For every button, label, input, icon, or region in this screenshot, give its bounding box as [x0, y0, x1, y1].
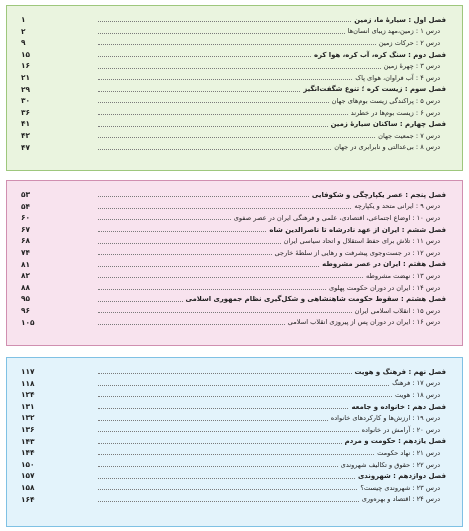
page-number: ۱۵	[21, 49, 31, 59]
lesson-row[interactable]	[21, 282, 446, 294]
dot-leader	[98, 443, 342, 444]
lesson-row[interactable]	[21, 142, 446, 154]
chapter-row[interactable]	[21, 14, 446, 26]
dot-leader	[98, 431, 359, 432]
dot-leader	[98, 312, 352, 313]
chapter-row[interactable]	[21, 118, 446, 130]
lesson-row[interactable]	[21, 247, 446, 259]
dot-leader	[98, 79, 352, 80]
lesson-title: درس ۶ : زیست بوم‌ها در خطرند	[350, 108, 440, 117]
dot-leader	[98, 196, 309, 197]
dot-leader	[98, 266, 319, 267]
section-box-2	[6, 180, 463, 346]
dot-leader	[98, 466, 338, 467]
lesson-title: درس ۲ : حرکات زمین	[378, 38, 440, 47]
page-number: ۱۱۸	[21, 378, 35, 388]
lesson-title: درس ۱۷ : فرهنگ	[392, 379, 440, 388]
dot-leader	[98, 420, 328, 421]
lesson-row[interactable]	[21, 107, 446, 119]
page-number: ۲۹	[21, 84, 31, 94]
dot-leader	[98, 489, 357, 490]
lesson-title: درس ۴ : آب فراوان، هوای پاک	[355, 73, 440, 82]
chapter-row[interactable]	[21, 401, 446, 413]
chapter-row[interactable]	[21, 366, 446, 378]
dot-leader	[98, 454, 374, 455]
lesson-row[interactable]	[21, 412, 446, 424]
chapter-row[interactable]	[21, 49, 446, 61]
chapter-title: فصل هفتم : ایران در عصر مشروطه	[322, 260, 446, 269]
lesson-row[interactable]	[21, 317, 446, 329]
lesson-title: درس ۱۲ : در جست‌وجوی پیشرفت و رهایی از سلطهٔ خارجی	[274, 248, 440, 257]
page-number: ۱	[21, 15, 26, 24]
toc-list	[21, 14, 446, 153]
lesson-row[interactable]	[21, 201, 446, 213]
dot-leader	[98, 91, 300, 92]
lesson-title: درس ۲۴ : اقتصاد و بهره‌وری	[361, 495, 440, 504]
lesson-row[interactable]	[21, 235, 446, 247]
lesson-row[interactable]	[21, 37, 446, 49]
dot-leader	[98, 21, 351, 22]
chapter-title: فصل اول : سیارهٔ ما، زمین	[354, 15, 446, 24]
chapter-row[interactable]	[21, 259, 446, 271]
page-number: ۱۳۲	[21, 413, 35, 423]
dot-leader	[98, 68, 381, 69]
dot-leader	[98, 478, 355, 479]
lesson-title: درس ۹ : ایرانی متحد و یکپارچه	[354, 202, 440, 211]
lesson-title: درس ۸ : بی‌عدالتی و نابرابری در جهان	[334, 143, 440, 152]
page-number: ۱۳۶	[21, 424, 35, 434]
page-number: ۶۰	[21, 213, 31, 223]
page-number: ۱۴۴	[21, 448, 35, 458]
chapter-row[interactable]	[21, 84, 446, 96]
page-number: ۶۷	[21, 224, 31, 234]
chapter-title: فصل نهم : فرهنگ و هویت	[354, 367, 446, 376]
page-number: ۳۰	[21, 96, 31, 106]
page-number: ۴۱	[21, 119, 31, 129]
dot-leader	[98, 219, 231, 220]
lesson-title: درس ۱۳ : نهضت مشروطه	[366, 271, 440, 280]
dot-leader	[98, 373, 352, 374]
page-number: ۴۷	[21, 142, 31, 152]
lesson-row[interactable]	[21, 212, 446, 224]
page-number: ۲	[21, 26, 26, 36]
lesson-row[interactable]	[21, 389, 446, 401]
dot-leader	[98, 56, 311, 57]
lesson-row[interactable]	[21, 459, 446, 471]
dot-leader	[98, 408, 348, 409]
lesson-row[interactable]	[21, 95, 446, 107]
lesson-row[interactable]	[21, 424, 446, 436]
page-number: ۵۴	[21, 201, 31, 211]
dot-leader	[98, 149, 331, 150]
lesson-title: درس ۱ : زمین،مهد زیبای انسان‌ها	[347, 27, 440, 36]
lesson-title: درس ۷ : جمعیت جهان	[378, 131, 440, 140]
chapter-title: فصل دوازدهم : شهروندی	[357, 472, 446, 481]
lesson-row[interactable]	[21, 447, 446, 459]
dot-leader	[98, 385, 389, 386]
chapter-title: فصل دوم : سنگ کره، آب کره، هوا کره	[314, 50, 446, 59]
chapter-title: فصل چهارم : ساکنان سیارهٔ زمین	[330, 120, 446, 129]
chapter-row[interactable]	[21, 189, 446, 201]
dot-leader	[98, 208, 351, 209]
section-box-3	[6, 357, 463, 527]
lesson-row[interactable]	[21, 378, 446, 390]
lesson-title: درس ۱۱ : تلاش برای حفظ استقلال و اتحاد سیاسی ایران	[283, 237, 440, 246]
page-number: ۱۲۴	[21, 390, 35, 400]
chapter-title: فصل سوم : زیست کره ؛ تنوع شگفت‌انگیز	[303, 85, 446, 94]
page-number: ۶۸	[21, 236, 31, 246]
page-number: ۷۴	[21, 247, 31, 257]
lesson-title: درس ۱۹ : ارزش‌ها و کارکردهای خانواده	[330, 414, 440, 423]
lesson-title: درس ۲۳ : شهروندی چیست؟	[360, 483, 440, 492]
page-number: ۹۵	[21, 294, 31, 304]
chapter-title: فصل ششم : ایران از عهد نادرشاه تا ناصرالدین شاه	[269, 225, 446, 234]
dot-leader	[98, 137, 375, 138]
lesson-title: درس ۵ : پراکندگی زیست بوم‌های جهان	[331, 96, 440, 105]
page-number: ۱۵۷	[21, 471, 35, 481]
chapter-title: فصل دهم : خانواده و جامعه	[351, 402, 446, 411]
dot-leader	[98, 254, 272, 255]
page-number: ۱۰۵	[21, 317, 35, 327]
dot-leader	[98, 501, 359, 502]
toc-list	[21, 189, 446, 328]
lesson-row[interactable]	[21, 494, 446, 506]
chapter-row[interactable]	[21, 224, 446, 236]
dot-leader	[98, 102, 329, 103]
page-number: ۱۶۴	[21, 494, 35, 504]
chapter-row[interactable]	[21, 293, 446, 305]
page-number: ۲۱	[21, 72, 31, 82]
page-number: ۱۵۸	[21, 482, 35, 492]
chapter-title: فصل پنجم : عصر یکپارچگی و شکوفایی	[311, 190, 446, 199]
lesson-title: درس ۲۱ : نهاد حکومت	[377, 448, 440, 457]
page-number: ۱۱۷	[21, 367, 35, 376]
page-number: ۵۳	[21, 190, 31, 199]
dot-leader	[98, 231, 266, 232]
page-number: ۸۱	[21, 259, 31, 269]
dot-leader	[98, 33, 345, 34]
lesson-row[interactable]	[21, 72, 446, 84]
dot-leader	[98, 396, 392, 397]
dot-leader	[98, 301, 183, 302]
chapter-title: فصل یازدهم : حکومت و مردم	[344, 437, 446, 446]
page-number: ۹۶	[21, 305, 31, 315]
lesson-row[interactable]	[21, 482, 446, 494]
page-number: ۹	[21, 38, 26, 48]
toc-list	[21, 366, 446, 505]
lesson-row[interactable]	[21, 26, 446, 38]
lesson-title: درس ۳ : چهرهٔ زمین	[383, 62, 440, 71]
lesson-row[interactable]	[21, 60, 446, 72]
dot-leader	[98, 126, 328, 127]
section-box-1	[6, 5, 463, 171]
lesson-title: درس ۲۰ : آرامش در خانواده	[361, 425, 440, 434]
page-number: ۳۶	[21, 107, 31, 117]
chapter-title: فصل هشتم : سقوط حکومت شاهنشاهی و شکل‌گیری نظام جمهوری اسلامی	[185, 295, 446, 304]
lesson-row[interactable]	[21, 305, 446, 317]
lesson-row[interactable]	[21, 270, 446, 282]
page-number: ۴۲	[21, 130, 31, 140]
chapter-row[interactable]	[21, 470, 446, 482]
lesson-title: درس ۱۶ : ایران در دوران پس از پیروزی انقلاب اسلامی	[287, 318, 440, 327]
page-number: ۱۴۳	[21, 436, 35, 446]
chapter-row[interactable]	[21, 436, 446, 448]
lesson-title: درس ۱۰ : اوضاع اجتماعی، اقتصادی، علمی و فرهنگی ایران در عصر صفوی	[233, 213, 440, 222]
page-number: ۱۳۱	[21, 401, 35, 411]
lesson-title: درس ۱۵ : انقلاب اسلامی ایران	[354, 306, 440, 315]
page-number: ۸۲	[21, 271, 31, 281]
dot-leader	[98, 114, 348, 115]
lesson-title: درس ۱۴ : ایران در دوران حکومت پهلوی	[329, 283, 440, 292]
page-number: ۱۶	[21, 61, 31, 71]
page-number: ۸۸	[21, 282, 31, 292]
dot-leader	[98, 243, 281, 244]
page-number: ۱۵۰	[21, 459, 35, 469]
lesson-title: درس ۱۸ : هویت	[395, 390, 440, 399]
dot-leader	[98, 324, 285, 325]
dot-leader	[98, 289, 326, 290]
lesson-row[interactable]	[21, 130, 446, 142]
dot-leader	[98, 277, 363, 278]
lesson-title: درس ۲۲ : حقوق و تکالیف شهروندی	[340, 460, 440, 469]
dot-leader	[98, 44, 376, 45]
